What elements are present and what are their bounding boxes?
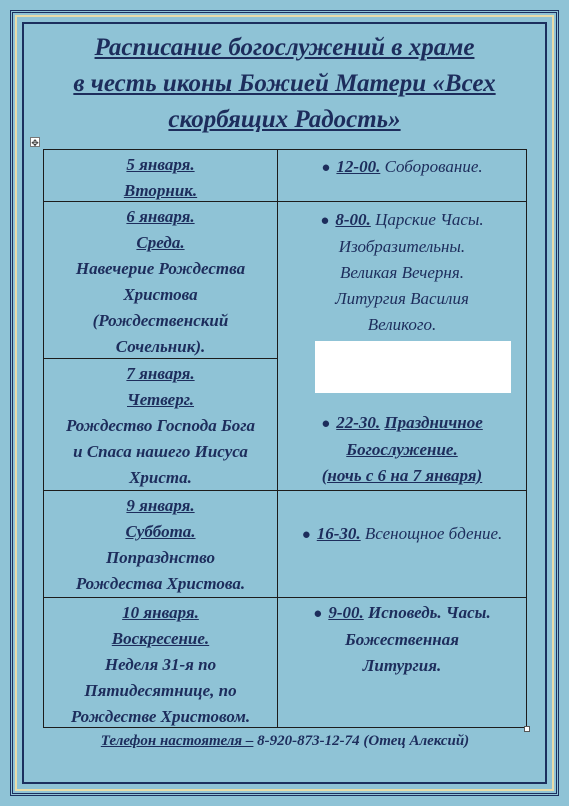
day-date: 10 января. [122,603,199,622]
service-cell-2: ● 8-00. Царские Часы. Изобразительны. Великая Вечерня. Литургия Василия Великого. ● 22-30. Праздничное Богослужение. (ночь с 6 на 7 января) [277,201,527,491]
footer-phone [43,729,527,753]
day-weekday: Суббота. [125,522,196,541]
blank-box [315,341,511,393]
title-line-2: в честь иконы Божией Матери «Всех [73,70,496,97]
service-cell-1: ● 12-00. Соборование. [277,149,527,202]
service-text: Исповедь. Часы. [367,603,491,622]
move-anchor-icon[interactable]: ✥ [31,138,39,148]
title-line-3: скорбящих Радость» [168,106,401,133]
service-cell-4: ● 16-30. Всенощное бдение. [277,490,527,598]
service-cell-5: ● 9-00. Исповедь. Часы. Божественная Литургия. [277,597,527,728]
day-cell-3 [43,358,278,491]
feast-line: Сочельник). [115,337,206,356]
day-date: 6 января. [126,207,195,226]
service-text: Великого. [367,315,437,334]
day-date: 9 января. [126,496,195,515]
feast-line: Попразднство [105,548,216,567]
service-text: Всенощное бдение. [364,524,503,543]
service-text: Изобразительны. [338,237,466,256]
day-cell-2 [43,201,278,359]
day-weekday: Воскресение. [111,629,210,648]
phone-label: Телефон настоятеля – [100,733,254,749]
service-time: 8-00. [335,210,371,229]
service-time: 12-00. [336,157,381,176]
service-text: Царские Часы. [375,210,484,229]
day-cell-4 [43,490,278,598]
feast-line: Рождества Христова. [75,574,246,593]
service-text: Великая Вечерня. [339,263,465,282]
day-weekday: Среда. [136,233,185,252]
feast-line: Неделя 31-я по [104,655,217,674]
day-weekday: Четверг. [127,390,194,409]
service-text: Соборование. [384,157,483,176]
feast-line: (Рождественский [92,311,229,330]
day-weekday: Вторник. [123,181,198,200]
title-line-1: Расписание богослужений в храме [94,34,475,61]
feast-line: Христа. [129,468,192,487]
day-cell-5 [43,597,278,728]
service-text: Литургия. [362,656,442,675]
service-text: Божественная [345,630,459,649]
service-text: Праздничное [384,413,483,432]
service-text: Литургия Василия [335,289,469,308]
feast-line: и Спаса нашего Иисуса [73,442,248,461]
service-text: Богослужение. [346,440,458,459]
schedule-table [43,149,527,728]
service-time: 22-30. [336,413,381,432]
feast-line: Христова [123,285,198,304]
phone-value: 8-920-873-12-74 (Отец Алексий) [257,733,470,749]
service-note: (ночь с 6 на 7 января) [321,466,483,485]
service-time: 9-00. [328,603,364,622]
day-date: 5 января. [126,155,195,174]
feast-line: Навечерие Рождества [75,259,246,278]
feast-line: Рождество Господа Бога [65,416,256,435]
service-time: 16-30. [316,524,361,543]
day-cell-1 [43,149,278,202]
day-date: 7 января. [126,364,195,383]
feast-line: Рождестве Христовом. [70,707,251,726]
feast-line: Пятидесятнице, по [84,681,237,700]
page-title [30,30,539,138]
